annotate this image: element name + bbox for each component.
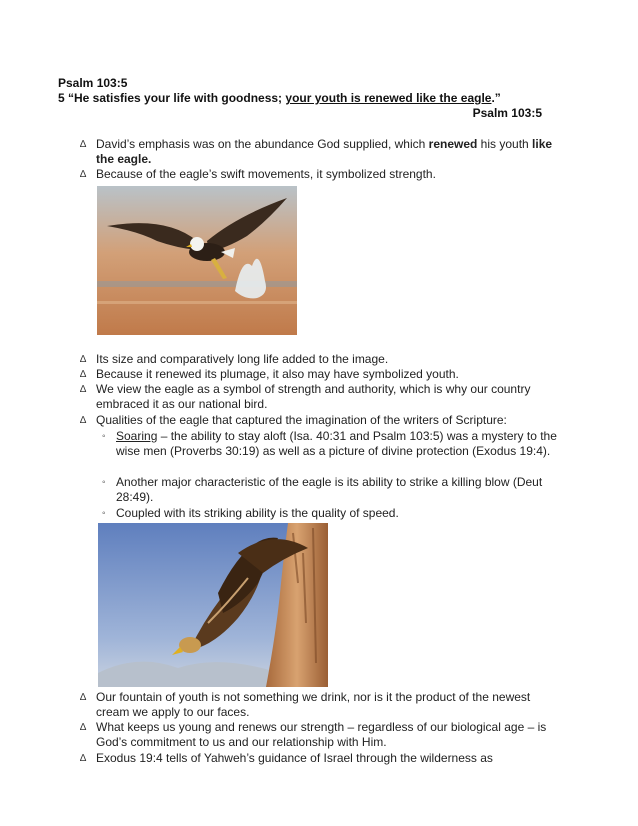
sub-bullet-marker: ◦ (102, 508, 106, 519)
bullet-marker: ∆ (80, 384, 87, 395)
bullet-item (80, 720, 560, 750)
sub-bullet-marker: ◦ (102, 431, 106, 442)
bullet-marker: ∆ (80, 692, 87, 703)
bullet-text: Because of the eagle’s swift movements, it symbolized strength. (96, 167, 436, 181)
bullet-text: Our fountain of youth is not something we drink, nor is it the product of the newest cream we apply to our faces. (96, 690, 531, 719)
bullet-item (80, 690, 560, 720)
verse-text-post: .” (491, 91, 501, 105)
bullet-marker: ∆ (80, 354, 87, 365)
bullet-text: What keeps us young and renews our strength – regardless of our biological age – is God’s commitment to us and our relationship with Him. (96, 720, 547, 749)
sub-bullet-text: Coupled with its striking ability is the quality of speed. (116, 506, 399, 520)
bullet-text: Its size and comparatively long life added to the image. (96, 352, 389, 366)
diving-eagle-image (98, 523, 328, 687)
bullet-marker: ∆ (80, 753, 87, 764)
bullet-text: We view the eagle as a symbol of strength and authority, which is why our country embraced it as our national bird. (96, 382, 531, 411)
bullet-text: Qualities of the eagle that captured the imagination of the writers of Scripture: (96, 413, 507, 427)
bullet-text: Exodus 19:4 tells of Yahweh’s guidance of Israel through the wilderness as (96, 751, 493, 765)
sub-bullet-item (102, 475, 562, 505)
verse-text-pre: 5 “He satisfies your life with goodness; (58, 91, 286, 105)
bullet-marker: ∆ (80, 139, 87, 150)
bullet-marker: ∆ (80, 369, 87, 380)
sub-bullet-item (102, 429, 562, 459)
verse-text (58, 91, 501, 105)
sub-bullet-underlined: Soaring (116, 429, 158, 443)
bullet-text: his youth (477, 137, 533, 151)
bullet-bold: like the eagle. (96, 137, 553, 166)
bullet-bold: renewed (428, 137, 478, 151)
sub-bullet-text: Another major characteristic of the eagle is its ability to strike a killing blow (Deut 28:49). (116, 475, 543, 504)
sub-bullet-text: – the ability to stay aloft (Isa. 40:31 and Psalm 103:5) was a mystery to the wise men (Proverbs 30:19) as well as a picture of divine protection (Exodus 19:4). (116, 429, 557, 458)
bullet-marker: ∆ (80, 169, 87, 180)
bullet-marker: ∆ (80, 415, 87, 426)
bullet-item (80, 352, 560, 367)
bullet-item (80, 382, 560, 412)
bullet-marker: ∆ (80, 722, 87, 733)
bullet-text: David’s emphasis was on the abundance God supplied, which (96, 137, 429, 151)
bullet-item (80, 367, 560, 382)
bullet-item (80, 137, 560, 167)
sub-bullet-marker: ◦ (102, 477, 106, 488)
sub-bullet-item (102, 506, 562, 521)
verse-reference-title: Psalm 103:5 (58, 76, 128, 90)
bullet-item (80, 751, 560, 766)
verse-citation: Psalm 103:5 (472, 106, 542, 120)
bullet-item (80, 413, 560, 428)
verse-text-underlined: your youth is renewed like the eagle (285, 91, 492, 105)
bullet-text: Because it renewed its plumage, it also may have symbolized youth. (96, 367, 459, 381)
bullet-item (80, 167, 560, 182)
eagle-over-water-image (97, 186, 297, 335)
